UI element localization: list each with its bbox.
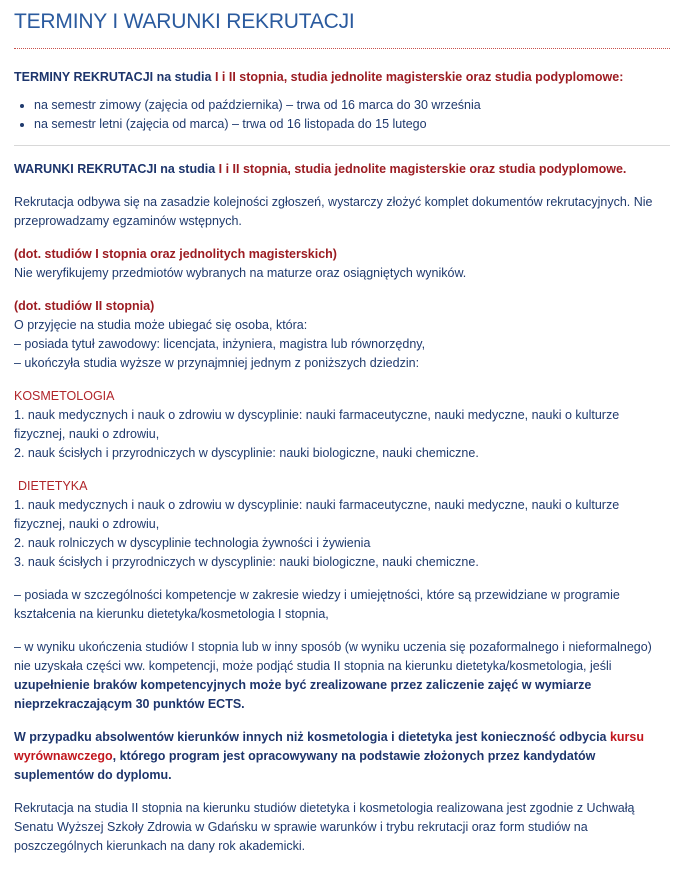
kompetencje-paragraph: – posiada w szczególności kompetencje w zakresie wiedzy i umiejętności, które są przewidziane w programie kształcenia na kierunku dietetyka/kosmetologia I stopnia, bbox=[14, 588, 620, 621]
warunki-heading bbox=[14, 160, 670, 179]
dietetyka-heading: DIETETYKA bbox=[18, 479, 88, 493]
page-title: TERMINY I WARUNKI REKRUTACJI bbox=[14, 10, 355, 33]
terminy-heading bbox=[14, 68, 670, 87]
title-divider bbox=[14, 48, 670, 49]
dietetyka-line: 2. nauk rolniczych w dyscyplinie technologia żywności i żywienia bbox=[14, 536, 371, 550]
second-degree-line: – ukończyła studia wyższe w przynajmniej jednym z poniższych dziedzin: bbox=[14, 356, 420, 370]
intro-paragraph: Rekrutacja odbywa się na zasadzie kolejności zgłoszeń, wystarczy złożyć komplet dokumentów rekrutacyjnych. Nie przeprowadzamy egzaminów wstępnych. bbox=[14, 195, 653, 228]
kosmetologia-heading: KOSMETOLOGIA bbox=[14, 389, 115, 403]
first-degree-heading: (dot. studiów I stopnia oraz jednolitych magisterskich) bbox=[14, 247, 337, 261]
warunki-heading-part2: I i II stopnia, studia jednolite magisterskie oraz studia podyplomowe. bbox=[218, 162, 627, 176]
terminy-list bbox=[14, 96, 670, 134]
absolwenci-text-1: W przypadku absolwentów kierunków innych niż kosmetologia i dietetyka jest konieczność odbycia bbox=[14, 730, 610, 744]
first-degree-block bbox=[14, 245, 670, 283]
first-degree-text: Nie weryfikujemy przedmiotów wybranych na maturze oraz osiągniętych wyników. bbox=[14, 266, 467, 280]
kosmetologia-line: 2. nauk ścisłych i przyrodniczych w dyscyplinie: nauki biologiczne, nauki chemiczne. bbox=[14, 446, 479, 460]
dietetyka-block bbox=[14, 477, 670, 572]
list-item: • na semestr letni (zajęcia od marca) – trwa od 16 listopada do 15 lutego bbox=[34, 115, 670, 134]
terminy-heading-part1: TERMINY REKRUTACJI na studia bbox=[14, 70, 212, 84]
kosmetologia-block bbox=[14, 387, 670, 463]
second-degree-heading: (dot. studiów II stopnia) bbox=[14, 299, 155, 313]
braki-bold-text: uzupełnienie braków kompetencyjnych może być zrealizowane przez zaliczenie zajęć w wymiarze nieprzekraczającym 30 punktów ECTS. bbox=[14, 678, 592, 711]
absolwenci-paragraph bbox=[14, 728, 670, 785]
uchwala-paragraph: Rekrutacja na studia II stopnia na kierunku studiów dietetyka i kosmetologia realizowana jest zgodnie z Uchwałą Senatu Wyższej Szkoły Zdrowia w Gdańsku w sprawie warunków i trybu rekrutacji oraz form studiów na poszczególnych kierunkach na dany rok akademicki. bbox=[14, 801, 635, 853]
list-item: • na semestr zimowy (zajęcia od października) – trwa od 16 marca do 30 września bbox=[34, 96, 670, 115]
second-degree-line: O przyjęcie na studia może ubiegać się osoba, która: bbox=[14, 318, 308, 332]
dietetyka-line: 3. nauk ścisłych i przyrodniczych w dyscyplinie: nauki biologiczne, nauki chemiczne. bbox=[14, 555, 479, 569]
second-degree-block bbox=[14, 297, 670, 373]
kurs-wyrownawczy-text: kursu wyrównawczego bbox=[14, 730, 645, 763]
second-degree-line: – posiada tytuł zawodowy: licencjata, inżyniera, magistra lub równorzędny, bbox=[14, 337, 426, 351]
kosmetologia-line: 1. nauk medycznych i nauk o zdrowiu w dyscyplinie: nauki farmaceutyczne, nauki medyczne, nauki o kulturze fizycznej, nauki o zdrowiu, bbox=[14, 408, 620, 441]
dietetyka-line: 1. nauk medycznych i nauk o zdrowiu w dyscyplinie: nauki farmaceutyczne, nauki medyczne, nauki o kulturze fizycznej, nauki o zdrowiu, bbox=[14, 498, 620, 531]
absolwenci-text-2: , którego program jest opracowywany na podstawie złożonych przez kandydatów suplementów do dyplomu. bbox=[14, 749, 596, 782]
braki-paragraph bbox=[14, 638, 670, 714]
terminy-heading-part2: I i II stopnia, studia jednolite magisterskie oraz studia podyplomowe: bbox=[214, 70, 624, 84]
braki-text: – w wyniku ukończenia studiów I stopnia lub w inny sposób (w wyniku uczenia się pozaformalnego i nieformalnego) nie uzyskała części ww. kompetencji, może podjąć studia II stopnia na kierunku dietetyka/kosmetologia, jeśli bbox=[14, 640, 652, 673]
section-divider bbox=[14, 145, 670, 146]
warunki-heading-part1: WARUNKI REKRUTACJI na studia bbox=[14, 162, 216, 176]
